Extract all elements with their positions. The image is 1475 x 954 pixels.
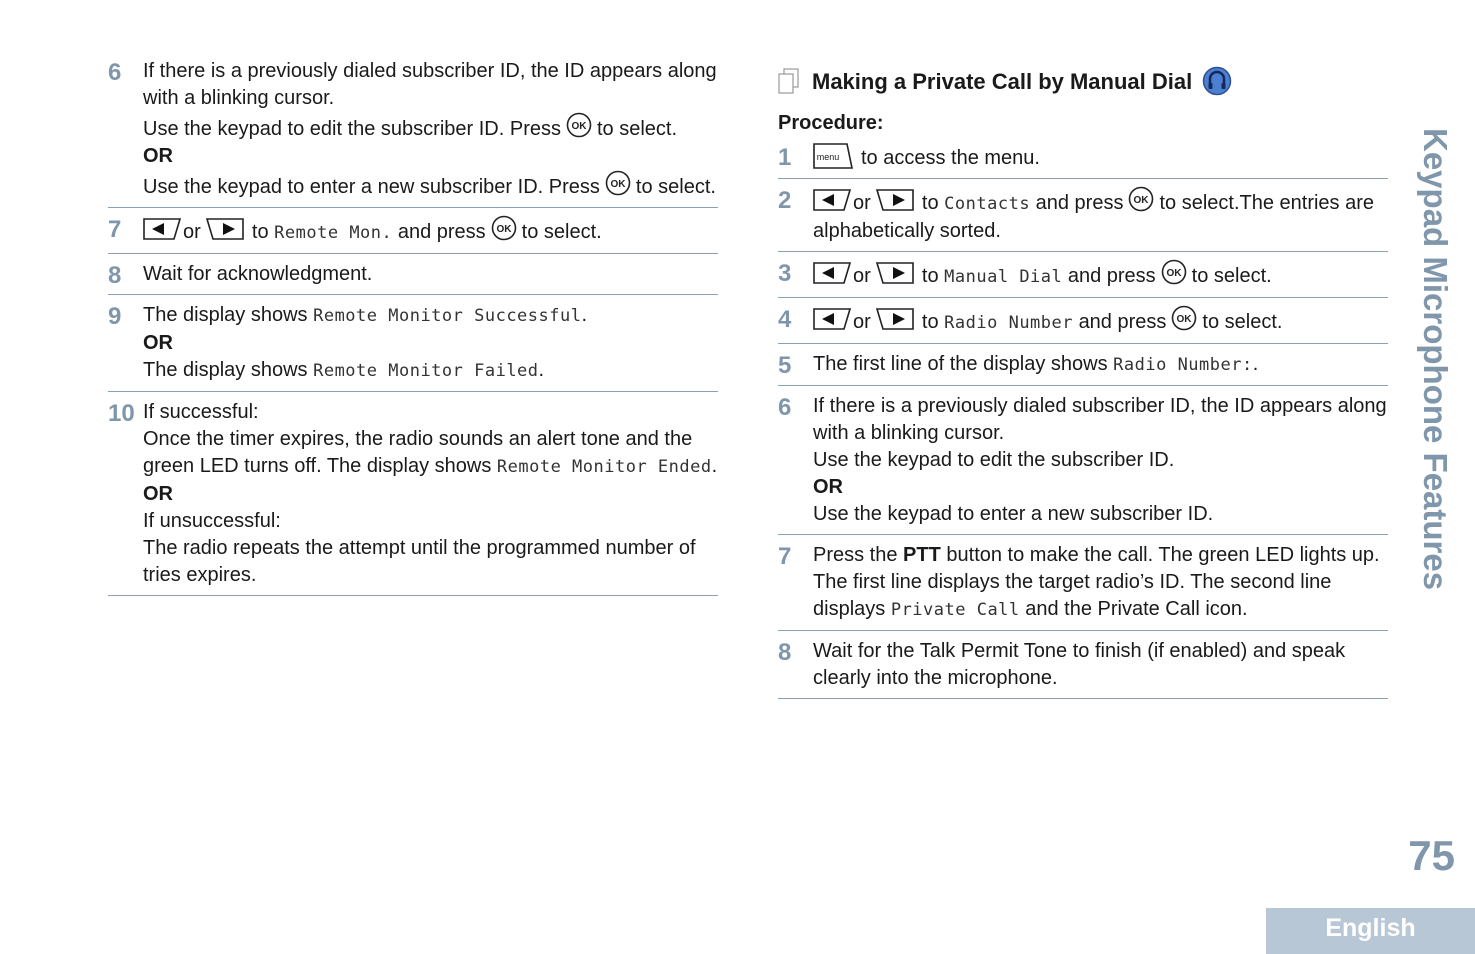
and-press: and press <box>1078 311 1167 333</box>
step-text-part: Press the <box>813 544 898 566</box>
step-text: Use the keypad to edit the subscriber ID. <box>813 449 1175 471</box>
step-text <box>813 186 1388 245</box>
period: . <box>538 359 545 381</box>
step-text <box>813 143 1388 172</box>
right-step-3 <box>778 259 1388 298</box>
right-step-7 <box>778 542 1388 631</box>
ok-button-icon <box>1171 305 1197 331</box>
display-text: Remote Monitor Ended <box>496 457 712 477</box>
step-text-part: Use the keypad to enter a new subscriber ID. Press <box>143 176 600 198</box>
right-step-6 <box>778 393 1388 535</box>
procedure-label: Procedure: <box>778 112 884 134</box>
display-text: Remote Monitor Successful <box>313 306 582 326</box>
display-text: Contacts <box>944 194 1031 214</box>
ok-button-icon <box>1128 186 1154 212</box>
step-text-part: Once the timer expires, the radio sounds an alert tone and the green LED turns off. The display shows <box>143 428 693 477</box>
left-step-7 <box>108 215 718 254</box>
microphone-badge-icon <box>1202 66 1232 96</box>
right-arrow-key-icon <box>206 218 244 240</box>
step-number: 9 <box>108 303 122 330</box>
menu-key-icon <box>813 143 853 169</box>
and-press: and press <box>1035 192 1124 214</box>
display-text: Radio Number: <box>1113 355 1253 375</box>
left-step-6 <box>108 58 718 208</box>
to-word: to <box>921 265 939 287</box>
step-text-part: button to make the call. The green LED lights up. The first line displays the target radio’s ID. The second line displays <box>813 544 1380 620</box>
language-tab: English <box>1266 908 1475 954</box>
step-text <box>813 259 1388 291</box>
left-column <box>108 58 718 603</box>
display-text: Remote Monitor Failed <box>313 361 539 381</box>
step-number: 4 <box>778 306 792 333</box>
page-number: 75 <box>1408 832 1455 879</box>
step-text-part: The display shows <box>143 304 308 326</box>
right-step-8 <box>778 638 1388 699</box>
step-text <box>813 351 1388 379</box>
to-word: to <box>251 221 269 243</box>
step-number: 5 <box>778 352 792 379</box>
ok-button-icon <box>1161 259 1187 285</box>
display-text: Manual Dial <box>944 267 1063 287</box>
step-number: 3 <box>778 260 792 287</box>
or-label: OR <box>143 145 173 167</box>
step-text: If successful: <box>143 401 259 423</box>
ptt-label: PTT <box>903 544 941 566</box>
ok-button-icon <box>491 215 517 241</box>
step-number: 10 <box>108 400 135 427</box>
or-word: or <box>853 192 871 214</box>
period: . <box>1252 353 1259 375</box>
or-label: OR <box>143 332 173 354</box>
section-title: Making a Private Call by Manual Dial <box>812 68 1193 94</box>
step-number: 7 <box>778 543 792 570</box>
step-text: If there is a previously dialed subscriber ID, the ID appears along with a blinking cursor. <box>143 60 717 109</box>
step-text <box>143 302 718 330</box>
left-arrow-key-icon <box>813 308 851 330</box>
step-number: 2 <box>778 187 792 214</box>
step-text: Use the keypad to enter a new subscriber ID. <box>813 503 1214 525</box>
right-arrow-key-icon <box>876 308 914 330</box>
step-text: Wait for acknowledgment. <box>143 263 373 285</box>
step-text <box>143 215 718 247</box>
or-label: OR <box>143 483 173 505</box>
step-text: If there is a previously dialed subscriber ID, the ID appears along with a blinking cursor. <box>813 395 1387 444</box>
step-number: 1 <box>778 144 792 171</box>
right-arrow-key-icon <box>876 262 914 284</box>
display-text: Remote Mon. <box>274 223 393 243</box>
right-step-4 <box>778 305 1388 344</box>
right-arrow-key-icon <box>876 189 914 211</box>
step-text-part: to select. <box>635 176 716 198</box>
to-select: to select. <box>521 221 602 243</box>
ok-button-icon <box>566 112 592 138</box>
step-text <box>143 170 718 201</box>
left-arrow-key-icon <box>813 262 851 284</box>
step-text-part: The display shows <box>143 359 308 381</box>
display-text: Radio Number <box>944 313 1073 333</box>
and-press: and press <box>1067 265 1156 287</box>
ok-button-icon <box>605 170 631 196</box>
and-press: and press <box>397 221 486 243</box>
step-text <box>813 542 1388 624</box>
left-arrow-key-icon <box>143 218 181 240</box>
step-text <box>143 357 718 385</box>
step-text-part: to select.The entries are alphabetically sorted. <box>813 192 1375 242</box>
left-step-9 <box>108 302 718 392</box>
step-text-part: to select. <box>1191 265 1272 287</box>
step-text-part: to access the menu. <box>861 147 1040 169</box>
right-step-1 <box>778 143 1388 179</box>
or-word: or <box>183 221 201 243</box>
left-step-8 <box>108 261 718 295</box>
step-text-part: Use the keypad to edit the subscriber ID. Press <box>143 118 561 140</box>
or-label: OR <box>813 476 843 498</box>
step-text <box>143 426 718 481</box>
step-text-part: to select. <box>1202 311 1283 333</box>
display-text: Private Call <box>890 600 1020 620</box>
section-heading <box>778 66 1388 96</box>
step-number: 6 <box>108 59 122 86</box>
chapter-side-title: Keypad Microphone Features <box>1417 128 1454 591</box>
step-text: If unsuccessful: <box>143 510 281 532</box>
or-word: or <box>853 311 871 333</box>
period: . <box>581 304 588 326</box>
right-column <box>778 58 1388 706</box>
step-number: 8 <box>778 639 792 666</box>
step-text: The radio repeats the attempt until the programmed number of tries expires. <box>143 537 696 586</box>
to-word: to <box>921 311 939 333</box>
or-word: or <box>853 265 871 287</box>
step-text-part: and the Private Call icon. <box>1025 598 1248 620</box>
step-number: 7 <box>108 216 122 243</box>
step-text-part: to select. <box>596 118 678 140</box>
step-number: 6 <box>778 394 792 421</box>
step-text-part: The first line of the display shows <box>813 353 1108 375</box>
left-step-10 <box>108 399 718 596</box>
step-text: Wait for the Talk Permit Tone to finish (if enabled) and speak clearly into the microphone. <box>813 640 1346 689</box>
step-number: 8 <box>108 262 122 289</box>
right-step-5 <box>778 351 1388 386</box>
right-step-2 <box>778 186 1388 252</box>
step-text <box>813 305 1388 337</box>
step-text <box>143 112 718 143</box>
left-arrow-key-icon <box>813 189 851 211</box>
period: . <box>711 455 718 477</box>
document-icon <box>778 68 800 94</box>
to-word: to <box>921 192 939 214</box>
